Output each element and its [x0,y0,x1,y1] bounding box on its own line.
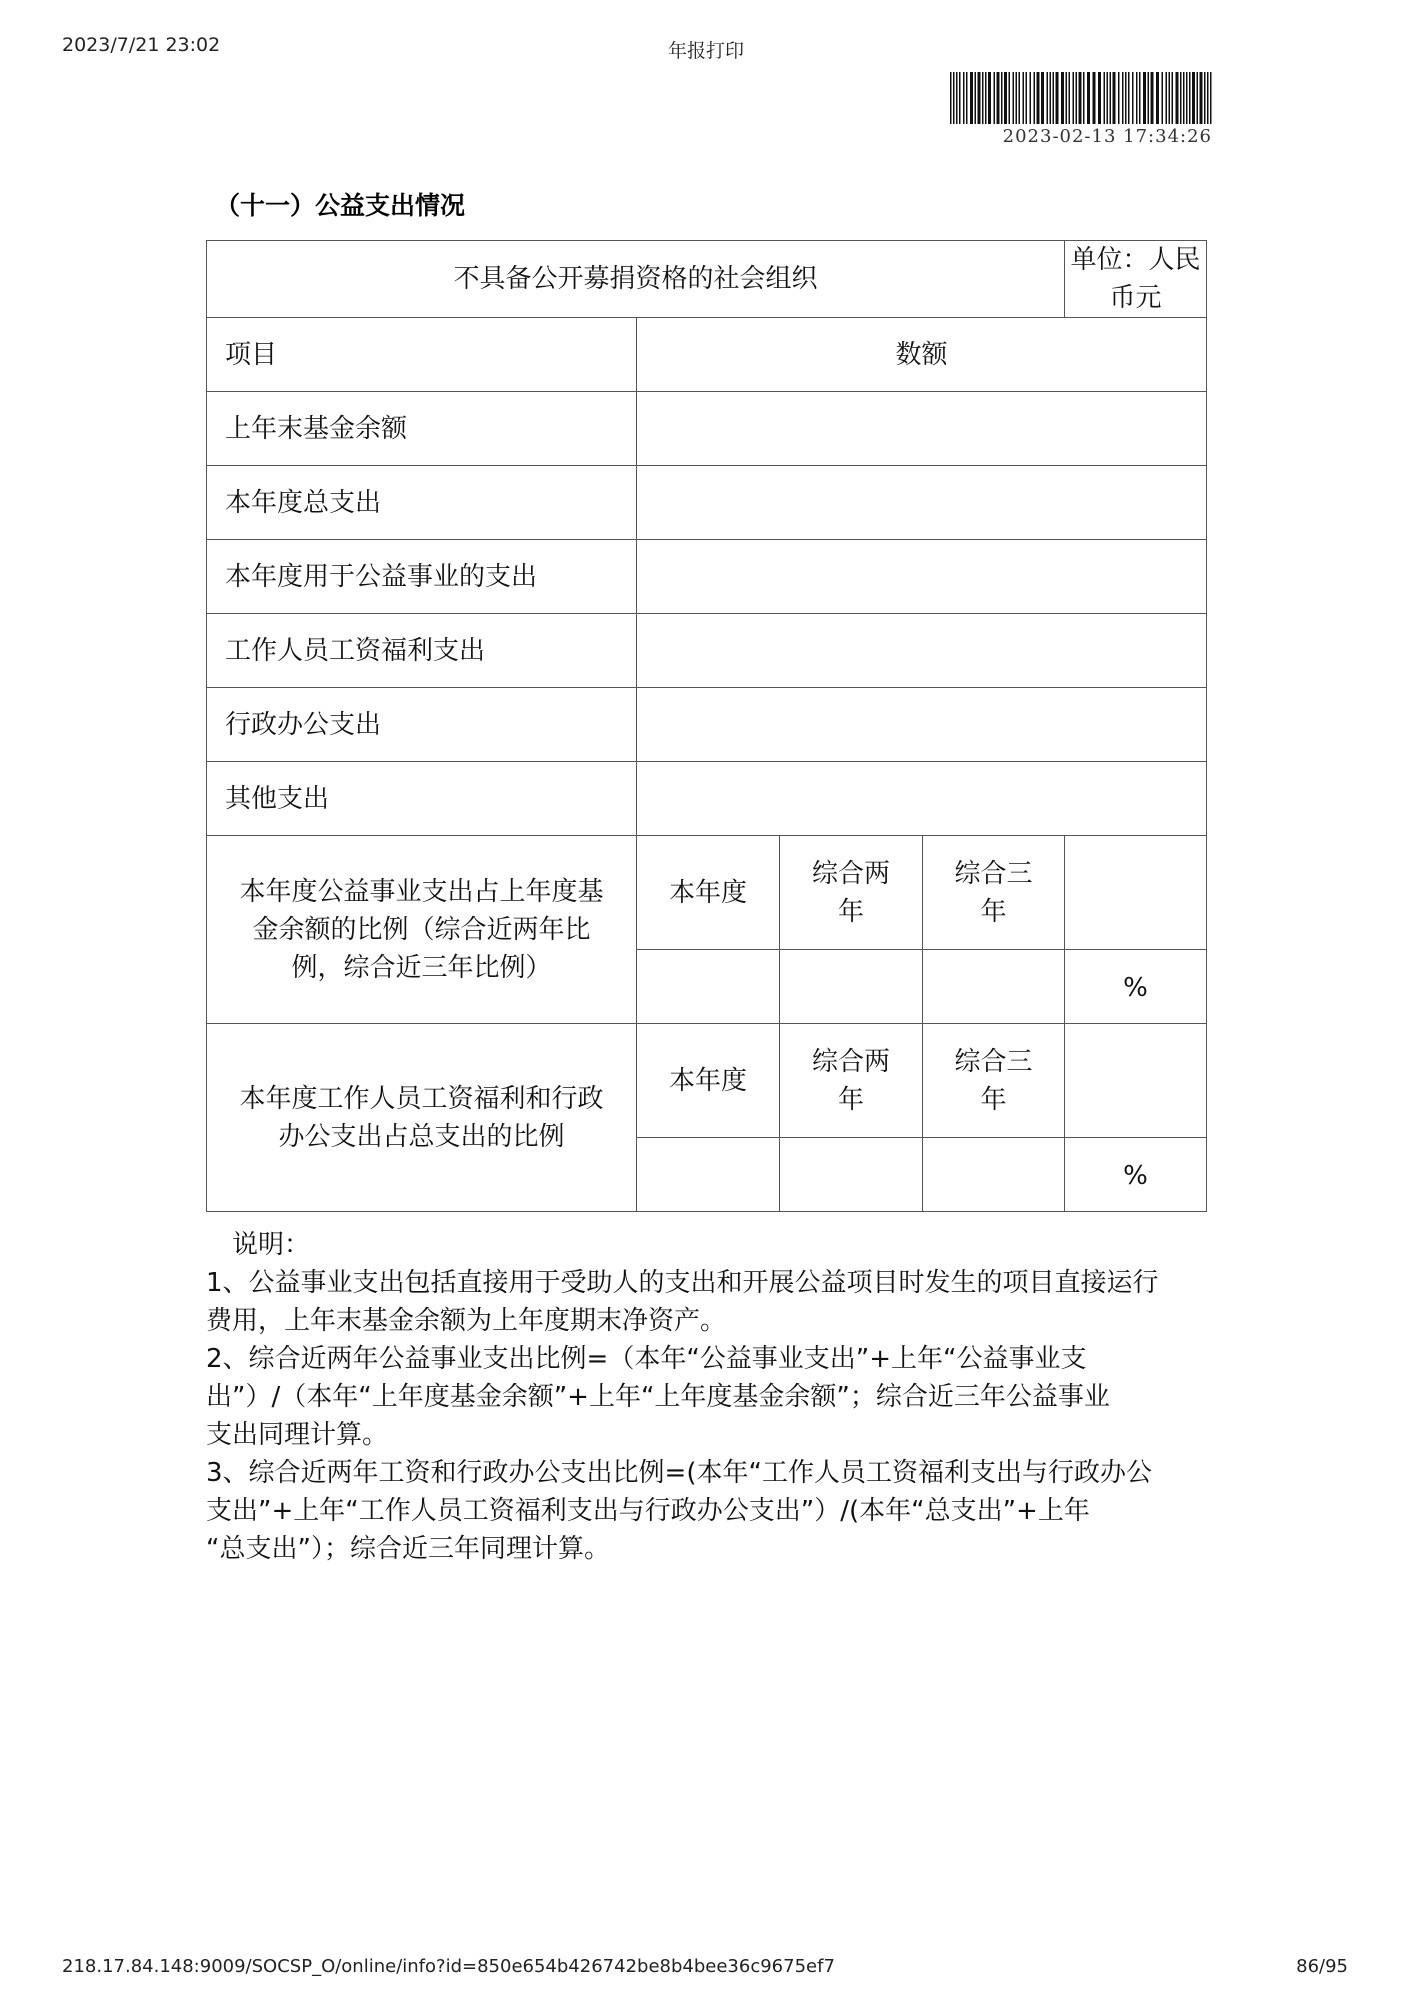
note-3-line-2: 支出”+上年“工作人员工资福利支出与行政办公支出”）/(本年“总支出”+上年 [206,1496,1090,1526]
note-2-line-3: 支出同理计算。 [206,1420,389,1450]
row-value-total-expenditure [637,466,1207,540]
row-value-prev-fund-balance [637,392,1207,466]
column-header-amount: 数额 [637,318,1207,392]
footer-url: 218.17.84.148:9009/SOCSP_O/online/info?id=850e654b426742be8b4bee36c9675ef7 [62,1956,835,1977]
ratio1-blank-header [1065,836,1207,950]
ratio2-col-three-year-line2: 年 [980,1084,1007,1115]
ratio1-col-three-year [923,836,1065,950]
row-label-prev-fund-balance: 上年末基金余额 [207,392,637,466]
ratio1-percent: % [1065,950,1207,1024]
row-value-welfare-expenditure [637,540,1207,614]
unit-cell: 单位：人民币元 [1065,241,1207,318]
row-label-admin-expenditure: 行政办公支出 [207,688,637,762]
ratio2-value-this-year [637,1138,780,1212]
section-title: （十一）公益支出情况 [215,191,466,220]
ratio2-col-two-year [780,1024,923,1138]
row-label-total-expenditure: 本年度总支出 [207,466,637,540]
ratio1-col-two-year [780,836,923,950]
barcode-timestamp: 2023-02-13 17:34:26 [1002,126,1212,147]
ratio1-col-two-year-line2: 年 [837,896,864,927]
note-2-line-2: 出”）/（本年“上年度基金余额”+上年“上年度基金余额”；综合近三年公益事业 [206,1382,1110,1412]
ratio1-col-three-year-line2: 年 [980,896,1007,927]
footer-page-number: 86/95 [1296,1956,1348,1977]
ratio2-value-three-year [923,1138,1065,1212]
print-datetime: 2023/7/21 23:02 [62,34,221,56]
ratio2-col-three-year [923,1024,1065,1138]
ratio2-blank-header [1065,1024,1207,1138]
note-1-line-2: 费用，上年末基金余额为上年度期末净资产。 [206,1306,727,1336]
note-3-line-1: 3、综合近两年工资和行政办公支出比例=(本年“工作人员工资福利支出与行政办公 [206,1458,1152,1488]
notes-heading: 说明： [232,1230,311,1260]
row-label-other-expenditure: 其他支出 [207,762,637,836]
note-3-line-3: “总支出”）；综合近三年同理计算。 [206,1534,610,1564]
barcode [950,72,1212,124]
ratio2-value-two-year [780,1138,923,1212]
ratio1-value-this-year [637,950,780,1024]
public-welfare-expenditure-table [206,240,1207,1212]
row-value-admin-expenditure [637,688,1207,762]
ratio2-label: 本年度工作人员工资福利和行政办公支出占总支出的比例 [207,1024,637,1212]
ratio1-col-three-year-line1: 综合三 [954,858,1033,889]
ratio2-percent: % [1065,1138,1207,1212]
note-1-line-1: 1、公益事业支出包括直接用于受助人的支出和开展公益项目时发生的项目直接运行 [206,1268,1159,1298]
ratio1-col-two-year-line1: 综合两 [811,858,890,889]
ratio2-col-this-year: 本年度 [637,1024,780,1138]
row-label-welfare-expenditure: 本年度用于公益事业的支出 [207,540,637,614]
row-value-staff-salary [637,614,1207,688]
row-value-other-expenditure [637,762,1207,836]
ratio2-col-three-year-line1: 综合三 [954,1046,1033,1077]
ratio1-value-three-year [923,950,1065,1024]
ratio1-label: 本年度公益事业支出占上年度基金余额的比例（综合近两年比例，综合近三年比例） [207,836,637,1024]
ratio1-col-this-year: 本年度 [637,836,780,950]
row-label-staff-salary: 工作人员工资福利支出 [207,614,637,688]
column-header-item: 项目 [207,318,637,392]
note-2-line-1: 2、综合近两年公益事业支出比例=（本年“公益事业支出”+上年“公益事业支 [206,1344,1087,1374]
org-type-cell: 不具备公开募捐资格的社会组织 [207,241,1065,318]
ratio2-col-two-year-line1: 综合两 [811,1046,890,1077]
ratio2-col-two-year-line2: 年 [837,1084,864,1115]
ratio1-value-two-year [780,950,923,1024]
page-header-title: 年报打印 [667,40,744,62]
